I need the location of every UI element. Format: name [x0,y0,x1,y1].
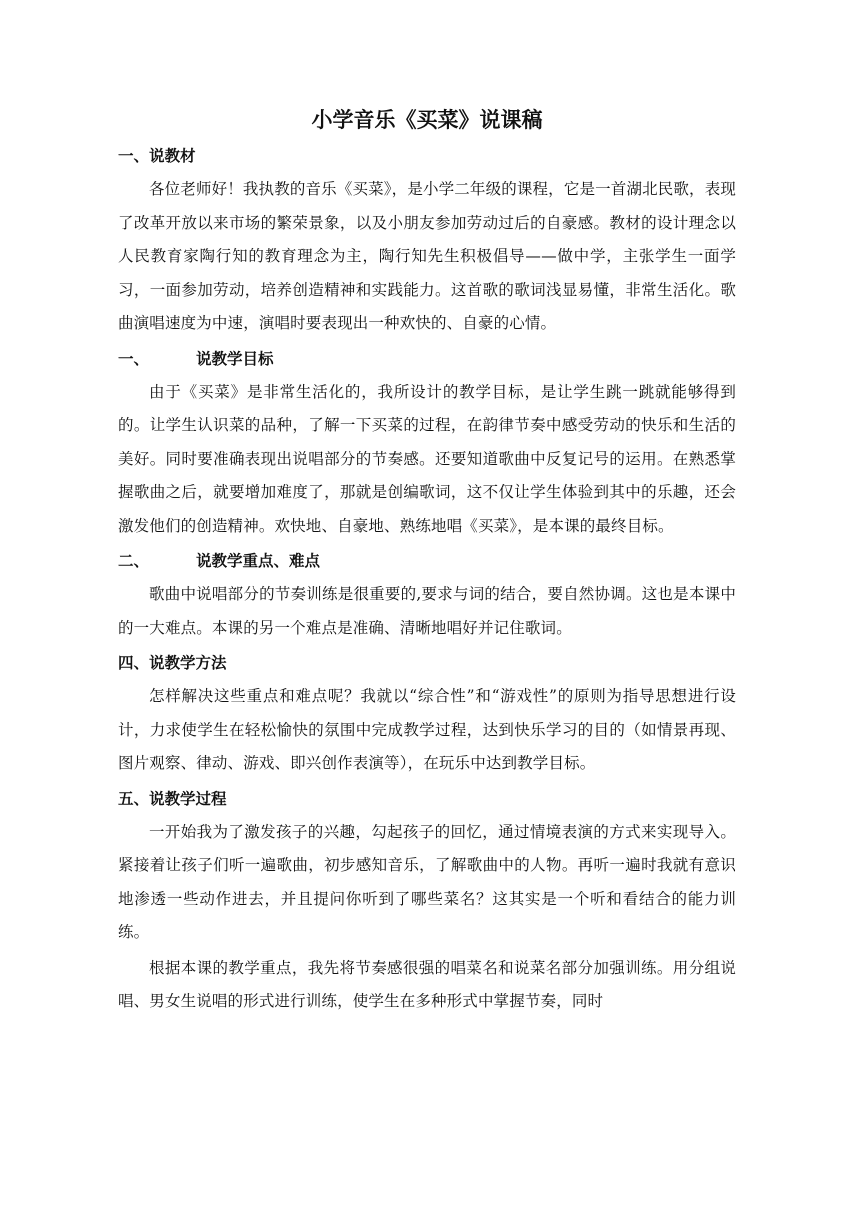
section-paragraph: 由于《买菜》是非常生活化的，我所设计的教学目标，是让学生跳一跳就能够得到的。让学生认识菜的品种，了解一下买菜的过程，在韵律节奏中感受劳动的快乐和生活的美好。同时要准确表现出说唱部分的节奏感。还要知道歌曲中反复记号的运用。在熟悉掌握歌曲之后，就要增加难度了，那就是创编歌词，这不仅让学生体验到其中的乐趣，还会激发他们的创造精神。欢快地、自豪地、熟练地唱《买菜》，是本课的最终目标。 [118,382,736,535]
section-teaching-material [118,140,736,341]
section-heading-text: 说教学目标 [196,349,274,368]
section-heading: 一、说教材 [118,147,196,165]
section-paragraph: 各位老师好！我执教的音乐《买菜》，是小学二年级的课程，它是一首湖北民歌，表现了改革开放以来市场的繁荣景象，以及小朋友参加劳动过后的自豪感。教材的设计理念以人民教育家陶行知的教育理念为主，陶行知先生积极倡导——做中学，主张学生一面学习，一面参加劳动，培养创造精神和实践能力。这首歌的歌词浅显易懂，非常生活化。歌曲演唱速度为中速，演唱时要表现出一种欢快的、自豪的心情。 [118,180,736,332]
section-paragraph: 一开始我为了激发孩子的兴趣，勾起孩子的回忆，通过情境表演的方式来实现导入。紧接着让孩子们听一遍歌曲，初步感知音乐，了解歌曲中的人物。再听一遍时我就有意识地渗透一些动作进去，并且提问你听到了哪些菜名？这其实是一个听和看结合的能力训练。 [118,822,736,941]
section-paragraph: 歌曲中说唱部分的节奏训练是很重要的,要求与词的结合，要自然协调。这也是本课中的一大难点。本课的另一个难点是准确、清晰地唱好并记住歌词。 [118,585,736,637]
section-heading [118,343,736,376]
section-heading: 五、说教学过程 [118,789,227,808]
document-page [118,100,736,1021]
section-heading: 四、说教学方法 [118,654,227,672]
section-key-points [118,545,736,645]
section-teaching-methods [118,647,736,781]
document-title: 小学音乐《买菜》说课稿 [311,108,543,132]
section-paragraph: 根据本课的教学重点，我先将节奏感很强的唱菜名和说菜名部分加强训练。用分组说唱、男女生说唱的形式进行训练，使学生在多种形式中掌握节奏，同时 [118,958,736,1010]
section-teaching-goals [118,343,736,544]
section-heading-number: 二、 [118,552,150,570]
section-heading-number: 一、 [118,349,150,368]
section-paragraph: 怎样解决这些重点和难点呢？我就以“综合性”和“游戏性”的原则为指导思想进行设计，力求使学生在轻松愉快的氛围中完成教学过程，达到快乐学习的目的（如情景再现、图片观察、律动、游戏、即兴创作表演等），在玩乐中达到教学目标。 [118,687,736,772]
section-heading-text: 说教学重点、难点 [196,552,321,570]
section-heading [118,545,736,578]
section-teaching-process [118,783,736,1019]
